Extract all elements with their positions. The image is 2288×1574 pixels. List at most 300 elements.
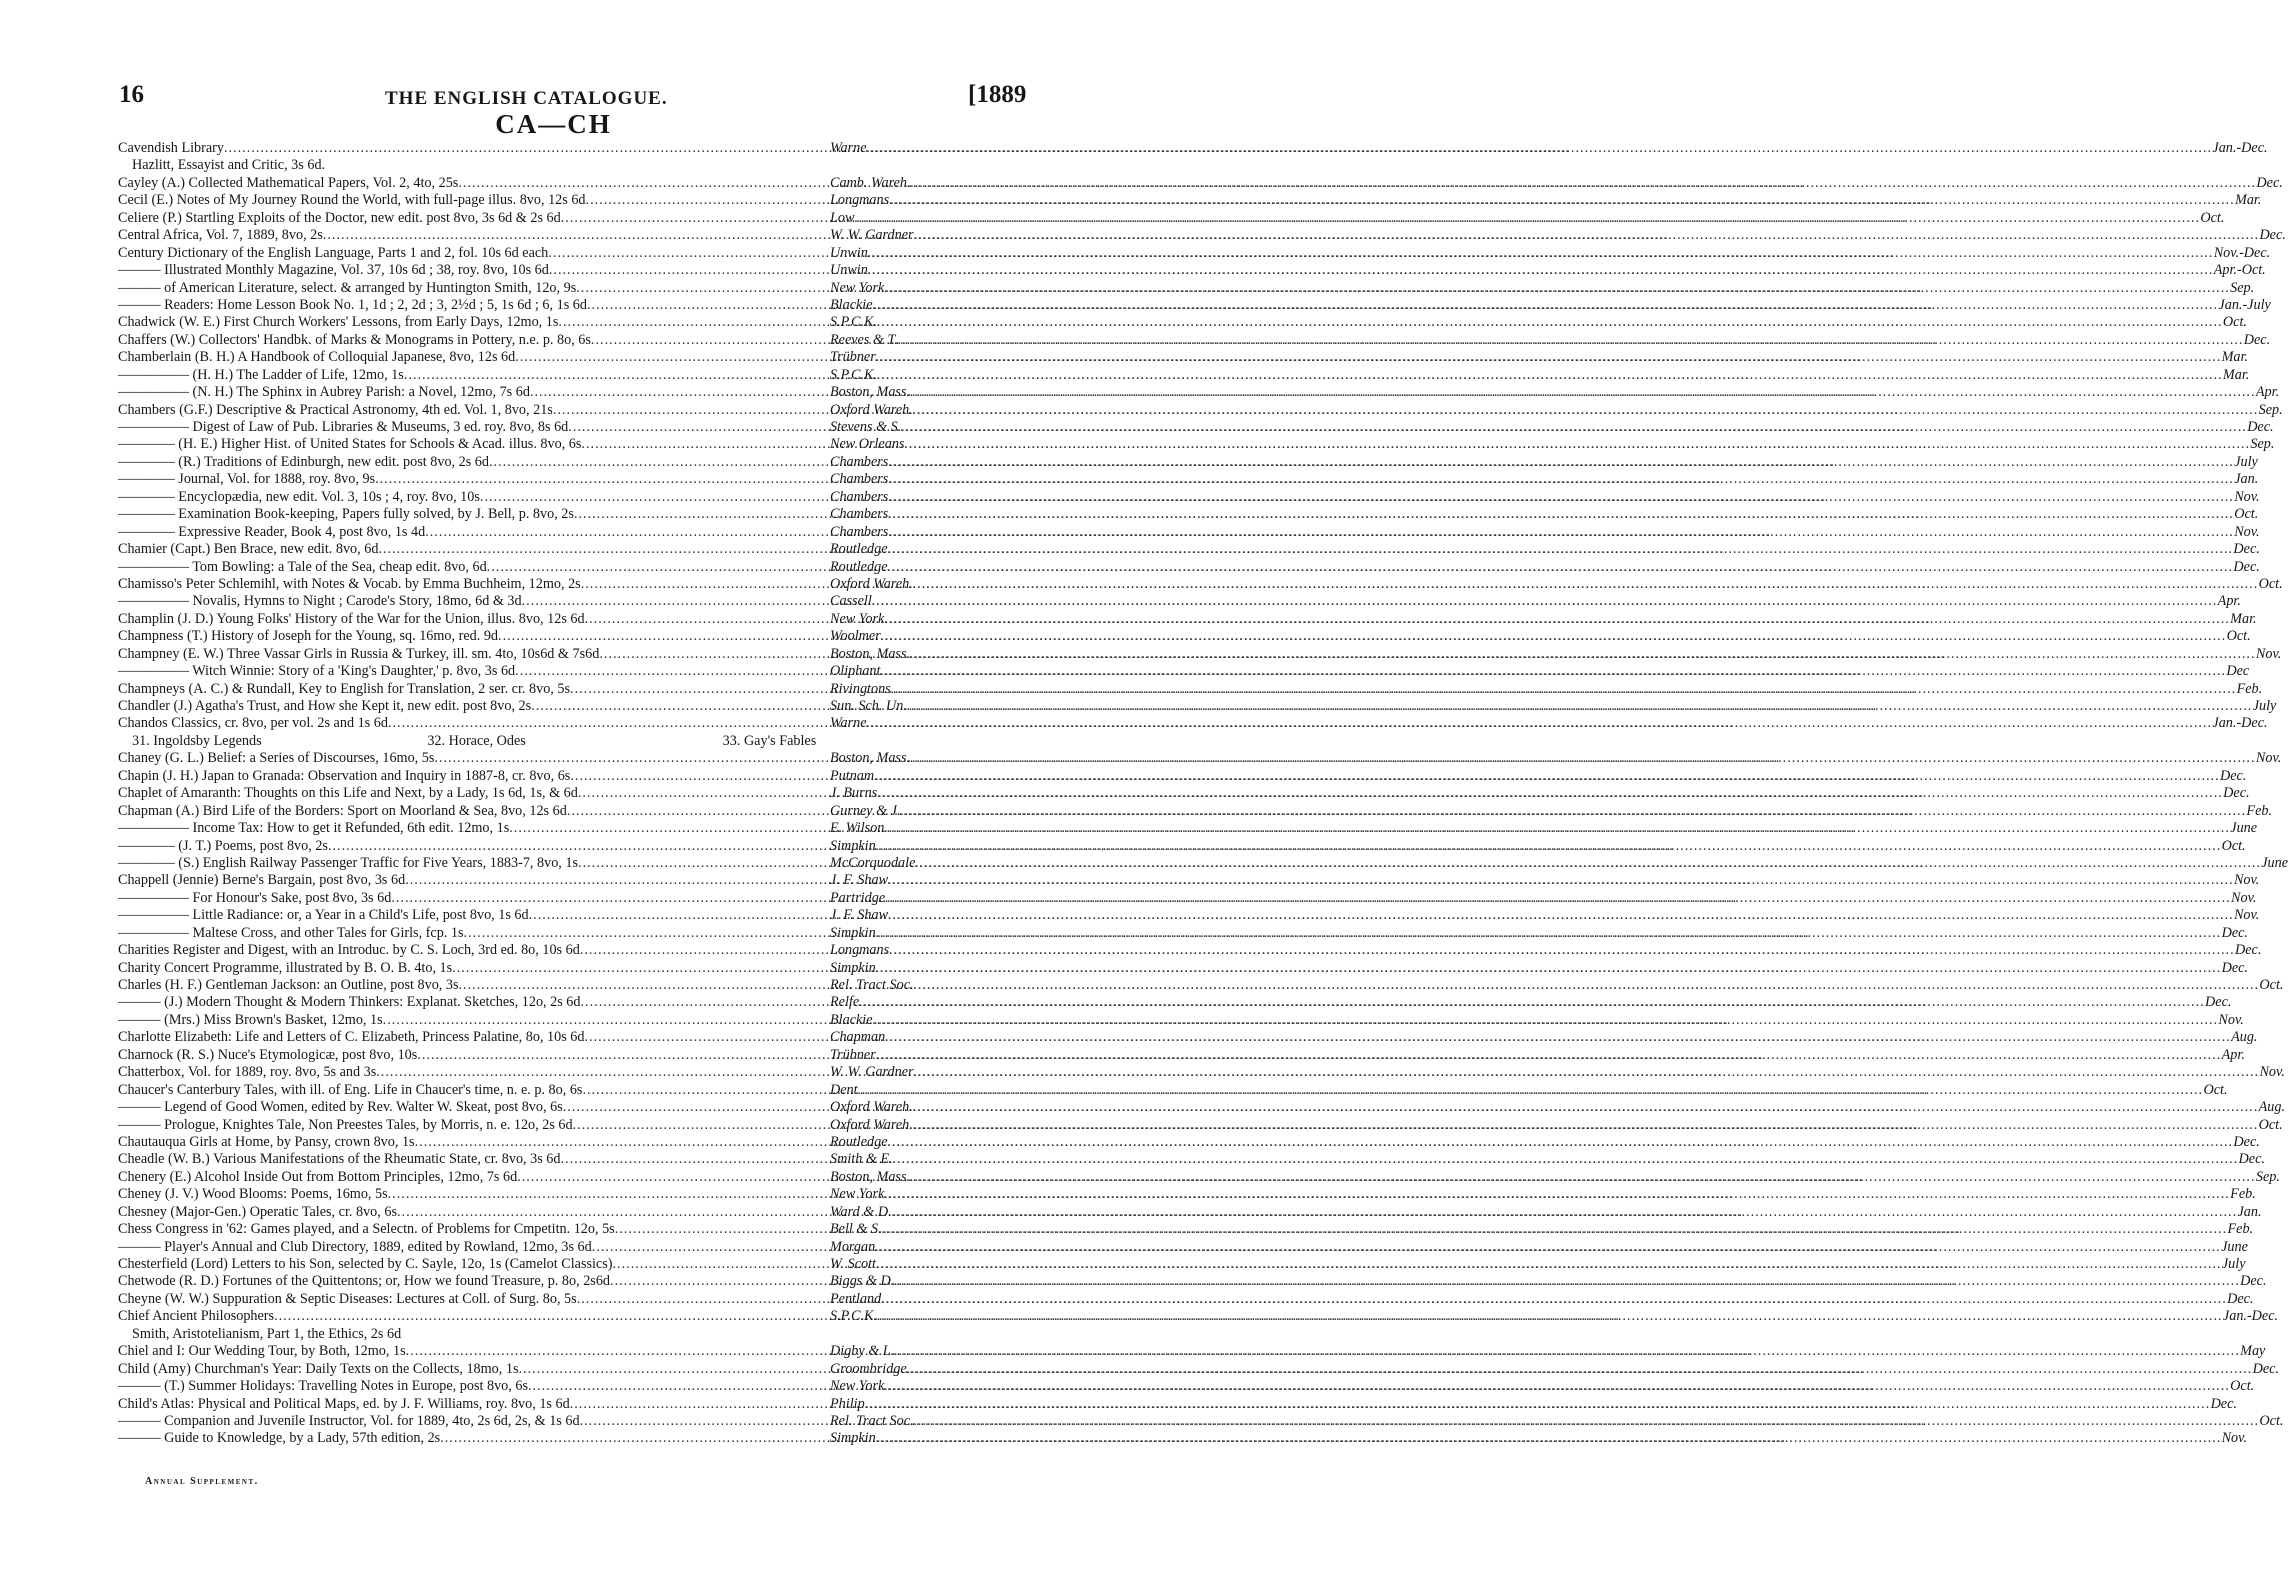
entry-date: Sep. xyxy=(2230,279,2255,296)
catalogue-entry xyxy=(118,349,2249,366)
entry-date: Oct. xyxy=(2221,837,2246,854)
entry-text: Chaney (G. L.) Belief: a Series of Discourses, 16mo, 5s xyxy=(118,750,435,767)
entry-text: ——— (J.) Modern Thought & Modern Thinkers: Explanat. Sketches, 12o, 2s 6d xyxy=(118,994,581,1011)
entry-date: Apr.-Oct. xyxy=(2213,262,2266,279)
catalogue-entry xyxy=(118,174,2283,192)
entry-date: Nov. xyxy=(2233,907,2260,924)
leader-dots xyxy=(910,384,2256,401)
entry-publisher: Trübner xyxy=(830,349,876,366)
catalogue-entry xyxy=(118,314,2247,331)
entry-text: ————— Tom Bowling: a Tale of the Sea, cheap edit. 8vo, 6d xyxy=(118,558,487,575)
catalogue-entry xyxy=(118,1029,2258,1046)
catalogue-entry xyxy=(118,1203,2262,1221)
catalogue-entry xyxy=(118,1290,2254,1308)
leader-dots xyxy=(894,1343,2240,1360)
entry-date: June xyxy=(2261,854,2288,871)
leader-dots xyxy=(876,1256,2222,1273)
entry-date: Feb. xyxy=(2246,802,2273,819)
entry-publisher: W. W. Gardner xyxy=(830,1064,914,1081)
catalogue-entry xyxy=(118,924,2248,942)
catalogue-entry xyxy=(118,471,2259,488)
entry-text: Champney (E. W.) Three Vassar Girls in Russia & Turkey, ill. sm. 4to, 10s6d & 7s6d xyxy=(118,645,600,662)
leader-dots xyxy=(889,192,2235,209)
entry-text: Chiel and I: Our Wedding Tour, by Both, 12mo, 1s xyxy=(118,1343,406,1360)
leader-dots xyxy=(874,768,2220,785)
entry-publisher: Relfe xyxy=(830,994,860,1011)
entry-text: Chaffers (W.) Collectors' Handbk. of Marks & Monograms in Pottery, n.e. p. 8o, 6s xyxy=(118,331,591,348)
entry-text: ———— (H. E.) Higher Hist. of United States for Schools & Acad. illus. 8vo, 6s xyxy=(118,436,582,453)
catalogue-entry xyxy=(118,628,2251,645)
entry-date: Aug. xyxy=(2231,1029,2258,1046)
entry-text: Smith, Aristotelianism, Part 1, the Ethics, 2s 6d xyxy=(132,1325,402,1342)
entry-date: Dec. xyxy=(2243,331,2271,348)
catalogue-entry xyxy=(118,1412,2284,1430)
catalogue-entry xyxy=(118,419,2274,436)
entry-publisher: New York xyxy=(830,1186,885,1203)
entry-text: Chaucer's Canterbury Tales, with ill. of Eng. Life in Chaucer's time, n. e. p. 8o, 6s xyxy=(118,1081,583,1098)
entry-text: Chamberlain (B. H.) A Handbook of Colloquial Japanese, 8vo, 12s 6d xyxy=(118,349,516,366)
catalogue-entry xyxy=(118,331,2271,349)
leader-dots xyxy=(907,698,2253,715)
entry-publisher: Ward & D. xyxy=(830,1203,892,1220)
leader-dots xyxy=(907,1361,2253,1378)
entry-date: June xyxy=(2221,1238,2248,1255)
entry-text: ————— For Honour's Sake, post 8vo, 3s 6d xyxy=(118,889,392,906)
catalogue-entries xyxy=(118,140,2288,1448)
entry-publisher: Oxford Wareh. xyxy=(830,1099,913,1116)
entry-publisher: S.P.C.K. xyxy=(830,366,878,383)
catalogue-entry xyxy=(118,1168,2280,1186)
leader-dots xyxy=(876,925,2222,942)
entry-publisher: Chambers xyxy=(830,488,889,505)
catalogue-entry xyxy=(118,1395,2237,1413)
entry-publisher: Longmans xyxy=(830,192,890,209)
catalogue-entry xyxy=(118,1430,2247,1447)
entry-text: ———— Encyclopædia, new edit. Vol. 3, 10s ; 4, roy. 8vo, 10s xyxy=(118,488,480,505)
leader-dots xyxy=(867,140,2213,157)
leader-dots xyxy=(888,541,2234,558)
entry-publisher: Chambers xyxy=(830,453,889,470)
entry-date: Mar. xyxy=(2235,192,2262,209)
entry-publisher: Partridge xyxy=(830,889,886,906)
entry-publisher: Bell & S. xyxy=(830,1221,882,1238)
catalogue-entry xyxy=(118,715,2268,732)
entry-publisher: New York xyxy=(830,279,885,296)
entry-text: ——— Guide to Knowledge, by a Lady, 57th edition, 2s xyxy=(118,1430,441,1447)
leader-dots xyxy=(875,1239,2221,1256)
running-title: THE ENGLISH CATALOGUE. xyxy=(385,88,668,109)
entry-publisher: Putnam xyxy=(830,767,875,784)
entry-text: Charities Register and Digest, with an Introduc. by C. S. Loch, 3rd ed. 8o, 10s 6d xyxy=(118,942,580,959)
catalogue-entry xyxy=(118,1151,2265,1168)
catalogue-entry xyxy=(118,366,2250,384)
entry-date: Sep. xyxy=(2258,401,2283,418)
leader-dots xyxy=(914,977,2260,994)
leader-dots xyxy=(910,1169,2256,1186)
catalogue-entry xyxy=(118,1343,2266,1360)
entry-date: Nov. xyxy=(2218,1011,2244,1028)
entry-date: Oct. xyxy=(2200,209,2225,226)
entry-text: ————— Little Radiance: or, a Year in a Child's Life, post 8vo, 1s 6d xyxy=(118,907,529,924)
catalogue-entry xyxy=(118,1326,1018,1343)
catalogue-entry xyxy=(118,994,2232,1011)
entry-text: ———— (R.) Traditions of Edinburgh, new edit. post 8vo, 2s 6d xyxy=(118,453,489,470)
entry-publisher: Gurney & J. xyxy=(830,802,901,819)
entry-text: Chamisso's Peter Schlemihl, with Notes & Vocab. by Emma Buchheim, 12mo, 2s xyxy=(118,575,581,592)
leader-dots xyxy=(880,663,2226,680)
entry-publisher: Reeves & T. xyxy=(830,331,898,348)
leader-dots xyxy=(888,559,2234,576)
entry-text: ——— (T.) Summer Holidays: Travelling Notes in Europe, post 8vo, 6s xyxy=(118,1378,528,1395)
catalogue-entry xyxy=(118,767,2247,785)
leader-dots xyxy=(876,838,2222,855)
entry-publisher: Smith & E. xyxy=(830,1151,893,1168)
entry-publisher: E. Wilson xyxy=(830,820,885,837)
entry-date: Oct. xyxy=(2203,1081,2228,1098)
catalogue-entry xyxy=(118,1099,2286,1116)
leader-dots xyxy=(892,1204,2238,1221)
series-item: 32. Horace, Odes xyxy=(427,732,526,749)
catalogue-entry xyxy=(118,192,2262,209)
catalogue-entry xyxy=(118,1186,2256,1203)
entry-text: Cheadle (W. B.) Various Manifestations of the Rheumatic State, cr. 8vo, 3s 6d xyxy=(118,1151,561,1168)
entry-date: Nov. xyxy=(2234,488,2260,505)
entry-publisher: Boston, Mass. xyxy=(830,645,911,662)
catalogue-entry xyxy=(118,610,2257,628)
section-heading: CA—CH xyxy=(495,109,612,139)
entry-date: Dec. xyxy=(2221,959,2248,976)
entry-date: Apr. xyxy=(2255,384,2280,401)
entry-text: ————— (H. H.) The Ladder of Life, 12mo, 1s xyxy=(118,366,404,383)
entry-date: Nov.-Dec. xyxy=(2213,244,2271,261)
entry-date: Jan.-Dec. xyxy=(2222,1308,2279,1325)
entry-date: Mar. xyxy=(2230,610,2257,627)
leader-dots xyxy=(910,750,2256,767)
entry-publisher: Stevens & S. xyxy=(830,419,902,435)
entry-date: May xyxy=(2240,1343,2266,1360)
leader-dots xyxy=(888,1134,2234,1151)
entry-text: ———— Journal, Vol. for 1888, roy. 8vo, 9s xyxy=(118,471,376,488)
entry-text: ————— Novalis, Hymns to Night ; Carode's Story, 18mo, 6d & 3d xyxy=(118,593,522,610)
entry-date: Oct. xyxy=(2226,628,2251,645)
entry-date: Jan. xyxy=(2237,1203,2262,1220)
entry-text: ——— Readers: Home Lesson Book No. 1, 1d ; 2, 2d ; 3, 2½d ; 5, 1s 6d ; 6, 1s 6d xyxy=(118,296,587,313)
entry-publisher: Cassell xyxy=(830,593,872,610)
entry-date: Jan.-July xyxy=(2218,296,2271,313)
catalogue-entry xyxy=(118,488,2260,506)
entry-text: Chenery (E.) Alcohol Inside Out from Bottom Principles, 12mo, 7s 6d xyxy=(118,1168,518,1185)
entry-date: Mar. xyxy=(2221,349,2249,366)
entry-publisher: J. F. Shaw xyxy=(830,907,889,924)
catalogue-entry xyxy=(118,209,2225,227)
entry-publisher: Simpkin xyxy=(830,924,876,941)
catalogue-entry xyxy=(118,680,2263,698)
entry-date: Dec. xyxy=(2252,1360,2279,1377)
entry-publisher: Oliphant xyxy=(830,663,881,680)
leader-dots xyxy=(868,262,2214,279)
catalogue-entry xyxy=(118,1116,2283,1134)
catalogue-entry xyxy=(118,837,2246,855)
entry-text: ————— Maltese Cross, and other Tales for Girls, fcp. 1s xyxy=(118,924,464,941)
entry-publisher: Routledge xyxy=(830,1133,888,1150)
entry-date: Jan.-Dec. xyxy=(2212,715,2268,732)
catalogue-entry xyxy=(118,575,2283,593)
entry-date: Oct. xyxy=(2234,506,2259,523)
entry-text: Chamier (Capt.) Ben Brace, new edit. 8vo, 6d xyxy=(118,541,379,558)
entry-text: Child (Amy) Churchman's Year: Daily Texts on the Collects, 18mo, 1s xyxy=(118,1360,519,1377)
entry-publisher: Oxford Wareh. xyxy=(830,401,913,418)
entry-text: Chetwode (R. D.) Fortunes of the Quittentons; or, How we found Treasure, p. 8o, 2s6d xyxy=(118,1273,611,1290)
entry-date: Oct. xyxy=(2230,1378,2255,1395)
entry-publisher: Blackie xyxy=(830,1011,873,1028)
entry-text: Chaplet of Amaranth: Thoughts on this Life and Next, by a Lady, 1s 6d, 1s, & 6d xyxy=(118,785,578,802)
entry-date: Dec. xyxy=(2240,1273,2267,1290)
leader-dots xyxy=(888,489,2234,506)
entry-publisher: Chapman xyxy=(830,1029,886,1046)
entry-publisher: Groombridge xyxy=(830,1360,907,1377)
entry-text: ———— Examination Book-keeping, Papers fully solved, by J. Bell, p. 8vo, 2s xyxy=(118,506,574,523)
entry-publisher: Philip xyxy=(830,1395,865,1412)
leader-dots xyxy=(888,506,2234,523)
leader-dots xyxy=(901,803,2247,820)
entry-text: Chadwick (W. E.) First Church Workers' Lessons, from Early Days, 12mo, 1s xyxy=(118,314,559,331)
entry-date: Nov. xyxy=(2259,1064,2285,1081)
leader-dots xyxy=(876,1430,2222,1447)
entry-date: Nov. xyxy=(2233,872,2260,889)
catalogue-entry xyxy=(118,506,2259,523)
entry-text: ————— Income Tax: How to get it Refunded, 6th edit. 12mo, 1s xyxy=(118,820,510,837)
catalogue-entry xyxy=(118,942,2262,959)
catalogue-entry xyxy=(118,698,2277,715)
leader-dots xyxy=(873,1012,2219,1029)
entry-publisher: Camb. Wareh. xyxy=(830,174,911,191)
entry-text: Chautauqua Girls at Home, by Pansy, crown 8vo, 1s xyxy=(118,1133,415,1150)
series-item: 33. Gay's Fables xyxy=(722,732,817,749)
entry-text: Cheyne (W. W.) Suppuration & Septic Diseases: Lectures at Coll. of Surg. 8o, 5s xyxy=(118,1290,577,1307)
entry-date: Oct. xyxy=(2258,575,2283,592)
leader-dots xyxy=(859,994,2205,1011)
entry-publisher: Simpkin xyxy=(830,959,876,976)
leader-dots xyxy=(876,349,2222,366)
entry-date: Dec. xyxy=(2227,1290,2254,1307)
entry-publisher: Boston, Mass. xyxy=(830,384,911,401)
entry-publisher: Woolmer xyxy=(830,628,881,645)
entry-publisher: Warne xyxy=(830,715,867,732)
entry-date: Dec. xyxy=(2259,227,2286,244)
entry-publisher: Rel. Tract Soc. xyxy=(830,1412,914,1429)
entry-publisher: Chambers xyxy=(830,471,889,488)
entry-text: Chapman (A.) Bird Life of the Borders: Sport on Moorland & Sea, 8vo, 12s 6d xyxy=(118,802,567,819)
leader-dots xyxy=(913,402,2259,419)
entry-publisher: J. F. Shaw xyxy=(830,872,889,889)
catalogue-entry xyxy=(118,401,2283,419)
entry-publisher: Chambers xyxy=(830,523,889,540)
catalogue-entry xyxy=(118,1081,2228,1099)
catalogue-entry xyxy=(118,1360,2279,1378)
entry-text: Chandler (J.) Agatha's Trust, and How she Kept it, new edit. post 8vo, 2s xyxy=(118,698,532,714)
entry-date: Jan. xyxy=(2234,471,2259,488)
entry-text: Chess Congress in '62: Games played, and a Selectn. of Problems for Cmpetitn. 12o, 5s xyxy=(118,1221,615,1238)
entry-date: Oct. xyxy=(2258,1116,2283,1133)
catalogue-entry xyxy=(118,959,2248,977)
leader-dots xyxy=(877,785,2223,802)
entry-date: Dec. xyxy=(2235,942,2262,959)
entry-text: Chatterbox, Vol. for 1889, roy. 8vo, 5s and 3s xyxy=(118,1064,377,1081)
entry-text: Charity Concert Programme, illustrated by B. O. B. 4to, 1s xyxy=(118,959,453,976)
catalogue-entry xyxy=(118,1238,2248,1256)
entry-text: Chappell (Jennie) Berne's Bargain, post 8vo, 3s 6d xyxy=(118,872,406,889)
entry-text: Cavendish Library xyxy=(118,140,224,156)
leader-dots xyxy=(888,471,2234,488)
entry-text: Chesterfield (Lord) Letters to his Son, selected by C. Sayle, 12o, 1s (Camelot Classics) xyxy=(118,1256,613,1272)
catalogue-entry xyxy=(118,296,2271,314)
entry-text: Charles (H. F.) Gentleman Jackson: an Outline, post 8vo, 3s xyxy=(118,977,459,993)
page-number: 16 xyxy=(119,81,144,108)
catalogue-entry xyxy=(118,1256,2246,1273)
catalogue-entry xyxy=(118,1133,2260,1151)
entry-date: Jan.-Dec. xyxy=(2212,140,2268,156)
entry-date: Oct. xyxy=(2259,977,2284,993)
catalogue-entry xyxy=(118,541,2260,558)
catalogue-entry xyxy=(118,733,1018,750)
entry-text: ————— (N. H.) The Sphinx in Aubrey Parish: a Novel, 12mo, 7s 6d xyxy=(118,384,530,401)
entry-publisher: Unwin xyxy=(830,244,868,261)
entry-date: Dec. xyxy=(2205,994,2232,1011)
leader-dots xyxy=(877,367,2223,384)
leader-dots xyxy=(881,1291,2227,1308)
entry-publisher: Blackie xyxy=(830,296,873,313)
entry-text: ——— Illustrated Monthly Magazine, Vol. 37, 10s 6d ; 38, roy. 8vo, 10s 6d xyxy=(118,262,549,279)
catalogue-entry xyxy=(118,645,2282,663)
catalogue-entry xyxy=(118,436,2275,453)
catalogue-entry xyxy=(118,977,2284,994)
catalogue-entry xyxy=(118,384,2280,401)
entry-text: ——— (Mrs.) Miss Brown's Basket, 12mo, 1s xyxy=(118,1011,383,1028)
catalogue-entry xyxy=(118,140,2268,157)
entry-date: Dec. xyxy=(2233,1133,2260,1150)
leader-dots xyxy=(854,210,2200,227)
entry-date: July xyxy=(2234,453,2258,470)
catalogue-entry xyxy=(118,663,2250,680)
leader-dots xyxy=(913,576,2259,593)
catalogue-entry xyxy=(118,889,2257,907)
leader-dots xyxy=(876,1047,2222,1064)
entry-text: Cecil (E.) Notes of My Journey Round the World, with full-page illus. 8vo, 12s 6d xyxy=(118,192,586,209)
entry-date: Feb. xyxy=(2227,1221,2254,1238)
entry-text: Champlin (J. D.) Young Folks' History of the War for the Union, illus. 8vo, 12s 6d xyxy=(118,610,585,627)
leader-dots xyxy=(893,1151,2239,1168)
entry-text: ————— Digest of Law of Pub. Libraries & Museums, 3 ed. roy. 8vo, 8s 6d xyxy=(118,419,569,435)
leader-dots xyxy=(877,1308,2223,1325)
entry-text: Celiere (P.) Startling Exploits of the Doctor, new edit. post 8vo, 3s 6d & 2s 6d xyxy=(118,209,561,226)
entry-date: July xyxy=(2252,698,2277,714)
entry-publisher: Biggs & D. xyxy=(830,1273,895,1290)
leader-dots xyxy=(877,314,2223,331)
entry-date: Nov. xyxy=(2221,1430,2247,1447)
entry-text: Chambers (G.F.) Descriptive & Practical Astronomy, 4th ed. Vol. 1, 8vo, 21s xyxy=(118,401,553,418)
entry-publisher: Dent xyxy=(830,1081,858,1098)
entry-text: Champneys (A. C.) & Rundall, Key to English for Translation, 2 ser. cr. 8vo, 5s xyxy=(118,680,571,697)
entry-text: Chief Ancient Philosophers xyxy=(118,1308,275,1325)
leader-dots xyxy=(914,1064,2260,1081)
entry-publisher: New York xyxy=(830,610,885,627)
entry-date: Mar. xyxy=(2222,366,2250,383)
leader-dots xyxy=(913,1099,2259,1116)
entry-date: Oct. xyxy=(2222,314,2247,331)
leader-dots xyxy=(913,1117,2259,1134)
entry-publisher: New York xyxy=(830,1378,885,1395)
entry-date: June xyxy=(2230,820,2258,837)
entry-publisher: Routledge xyxy=(830,558,888,575)
leader-dots xyxy=(876,960,2222,977)
entry-text: ————— Witch Winnie: Story of a 'King's Daughter,' p. 8vo, 3s 6d xyxy=(118,663,516,680)
entry-date: Dec xyxy=(2226,663,2250,680)
leader-dots xyxy=(884,1186,2230,1203)
entry-date: Dec. xyxy=(2220,767,2247,784)
entry-date: Feb. xyxy=(2236,680,2263,697)
leader-dots xyxy=(888,872,2234,889)
leader-dots xyxy=(885,1029,2231,1046)
catalogue-entry xyxy=(118,907,2260,924)
leader-dots xyxy=(888,907,2234,924)
entry-text: ———— Expressive Reader, Book 4, post 8vo, 1s 4d xyxy=(118,523,426,540)
entry-date: Dec. xyxy=(2221,924,2248,941)
catalogue-entry xyxy=(118,1064,2285,1081)
entry-date: Sep. xyxy=(2250,436,2275,453)
entry-publisher: S.P.C.K. xyxy=(830,314,878,331)
leader-dots xyxy=(914,1413,2260,1430)
entry-date: Dec. xyxy=(2256,174,2283,191)
entry-publisher: Trübner xyxy=(830,1046,876,1063)
entry-publisher: New Orleans xyxy=(830,436,905,453)
entry-text: ——— Prologue, Knightes Tale, Non Preestes Tales, by Morris, n. e. 12o, 2s 6d xyxy=(118,1116,573,1133)
entry-publisher: W. Scott xyxy=(830,1256,876,1272)
leader-dots xyxy=(884,820,2230,837)
leader-dots xyxy=(914,227,2260,244)
series-list xyxy=(118,733,1018,750)
entry-publisher: Morgan xyxy=(830,1238,876,1255)
leader-dots xyxy=(884,280,2230,297)
entry-text: Hazlitt, Essayist and Critic, 3s 6d. xyxy=(132,157,326,174)
entry-publisher: Pentland xyxy=(830,1290,882,1307)
leader-dots xyxy=(915,855,2261,872)
catalogue-entry xyxy=(118,1273,2267,1290)
entry-text: Century Dictionary of the English Language, Parts 1 and 2, fol. 10s 6d each xyxy=(118,244,549,261)
leader-dots xyxy=(867,715,2213,732)
leader-dots xyxy=(898,332,2244,349)
entry-publisher: Oxford Wareh. xyxy=(830,575,913,592)
catalogue-entry xyxy=(118,523,2260,541)
entry-date: Sep. xyxy=(2255,1168,2280,1185)
catalogue-entry xyxy=(118,244,2271,262)
catalogue-entry xyxy=(118,802,2273,820)
leader-dots xyxy=(872,593,2218,610)
leader-dots xyxy=(865,1396,2211,1413)
catalogue-entry xyxy=(118,872,2260,889)
leader-dots xyxy=(884,611,2230,628)
entry-publisher: W. W. Gardner xyxy=(830,227,914,244)
leader-dots xyxy=(910,646,2256,663)
entry-text: ———— (J. T.) Poems, post 8vo, 2s xyxy=(118,837,328,854)
entry-date: Nov. xyxy=(2255,645,2282,662)
entry-text: Central Africa, Vol. 7, 1889, 8vo, 2s xyxy=(118,227,323,244)
entry-date: Apr. xyxy=(2217,593,2241,610)
entry-publisher: Sun. Sch. Un. xyxy=(830,698,907,714)
entry-publisher: S.P.C.K. xyxy=(830,1308,878,1325)
catalogue-entry xyxy=(118,1046,2245,1064)
entry-date: July xyxy=(2221,1256,2246,1272)
entry-publisher: McCorquodale xyxy=(830,854,916,871)
